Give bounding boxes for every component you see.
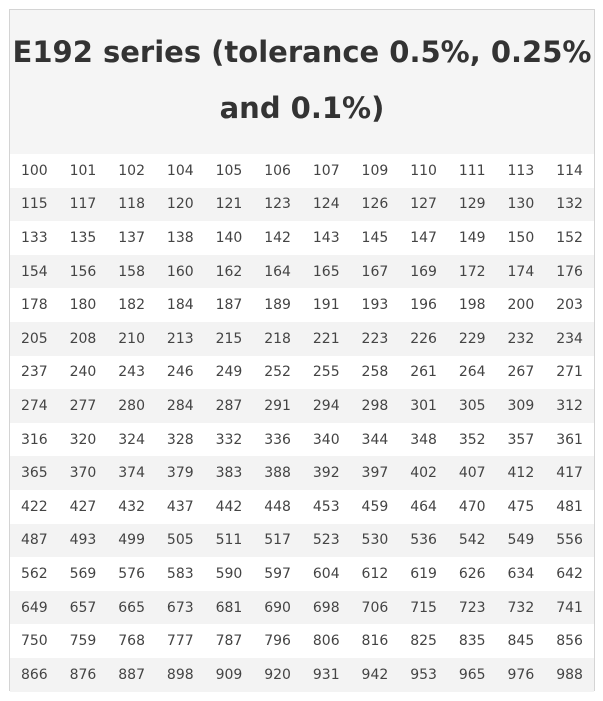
table-cell: 576 bbox=[107, 557, 156, 591]
table-row bbox=[10, 490, 594, 524]
table-cell: 517 bbox=[253, 524, 302, 558]
table-cell: 145 bbox=[351, 221, 400, 255]
table-row bbox=[10, 154, 594, 188]
table-cell: 487 bbox=[10, 524, 59, 558]
table-cell: 110 bbox=[399, 154, 448, 188]
table-row bbox=[10, 356, 594, 390]
table-cell: 556 bbox=[545, 524, 594, 558]
table-cell: 277 bbox=[59, 389, 108, 423]
table-cell: 109 bbox=[351, 154, 400, 188]
table-cell: 255 bbox=[302, 356, 351, 390]
table-cell: 280 bbox=[107, 389, 156, 423]
table-cell: 706 bbox=[351, 591, 400, 625]
table-cell: 210 bbox=[107, 322, 156, 356]
table-cell: 316 bbox=[10, 423, 59, 457]
table-cell: 690 bbox=[253, 591, 302, 625]
table-cell: 218 bbox=[253, 322, 302, 356]
table-cell: 298 bbox=[351, 389, 400, 423]
table-cell: 352 bbox=[448, 423, 497, 457]
table-cell: 427 bbox=[59, 490, 108, 524]
table-row bbox=[10, 288, 594, 322]
table-cell: 448 bbox=[253, 490, 302, 524]
table-cell: 120 bbox=[156, 188, 205, 222]
table-cell: 129 bbox=[448, 188, 497, 222]
table-cell: 437 bbox=[156, 490, 205, 524]
table-cell: 232 bbox=[497, 322, 546, 356]
table-cell: 388 bbox=[253, 456, 302, 490]
table-cell: 328 bbox=[156, 423, 205, 457]
table-cell: 470 bbox=[448, 490, 497, 524]
table-cell: 118 bbox=[107, 188, 156, 222]
table-cell: 182 bbox=[107, 288, 156, 322]
table-cell: 229 bbox=[448, 322, 497, 356]
table-cell: 305 bbox=[448, 389, 497, 423]
table-cell: 374 bbox=[107, 456, 156, 490]
table-row bbox=[10, 591, 594, 625]
table-cell: 332 bbox=[205, 423, 254, 457]
table-cell: 226 bbox=[399, 322, 448, 356]
table-cell: 156 bbox=[59, 255, 108, 289]
table-cell: 213 bbox=[156, 322, 205, 356]
table-cell: 634 bbox=[497, 557, 546, 591]
table-cell: 205 bbox=[10, 322, 59, 356]
table-cell: 715 bbox=[399, 591, 448, 625]
table-cell: 243 bbox=[107, 356, 156, 390]
table-cell: 344 bbox=[351, 423, 400, 457]
table-cell: 459 bbox=[351, 490, 400, 524]
values-table-body bbox=[10, 154, 594, 692]
table-cell: 953 bbox=[399, 658, 448, 692]
table-cell: 101 bbox=[59, 154, 108, 188]
table-cell: 481 bbox=[545, 490, 594, 524]
table-cell: 130 bbox=[497, 188, 546, 222]
table-cell: 135 bbox=[59, 221, 108, 255]
table-cell: 105 bbox=[205, 154, 254, 188]
table-cell: 412 bbox=[497, 456, 546, 490]
table-cell: 223 bbox=[351, 322, 400, 356]
table-cell: 432 bbox=[107, 490, 156, 524]
table-cell: 271 bbox=[545, 356, 594, 390]
table-cell: 361 bbox=[545, 423, 594, 457]
table-cell: 402 bbox=[399, 456, 448, 490]
table-cell: 825 bbox=[399, 624, 448, 658]
table-row bbox=[10, 557, 594, 591]
table-cell: 132 bbox=[545, 188, 594, 222]
table-cell: 294 bbox=[302, 389, 351, 423]
table-cell: 261 bbox=[399, 356, 448, 390]
table-cell: 184 bbox=[156, 288, 205, 322]
table-cell: 549 bbox=[497, 524, 546, 558]
table-row bbox=[10, 423, 594, 457]
table-cell: 309 bbox=[497, 389, 546, 423]
table-cell: 816 bbox=[351, 624, 400, 658]
table-cell: 379 bbox=[156, 456, 205, 490]
table-cell: 340 bbox=[302, 423, 351, 457]
table-cell: 499 bbox=[107, 524, 156, 558]
table-cell: 723 bbox=[448, 591, 497, 625]
table-cell: 106 bbox=[253, 154, 302, 188]
table-cell: 392 bbox=[302, 456, 351, 490]
table-cell: 162 bbox=[205, 255, 254, 289]
table-cell: 176 bbox=[545, 255, 594, 289]
table-cell: 583 bbox=[156, 557, 205, 591]
table-cell: 158 bbox=[107, 255, 156, 289]
table-cell: 284 bbox=[156, 389, 205, 423]
table-cell: 287 bbox=[205, 389, 254, 423]
table-row bbox=[10, 389, 594, 423]
table-cell: 172 bbox=[448, 255, 497, 289]
table-cell: 117 bbox=[59, 188, 108, 222]
table-cell: 215 bbox=[205, 322, 254, 356]
table-cell: 324 bbox=[107, 423, 156, 457]
table-cell: 806 bbox=[302, 624, 351, 658]
table-cell: 100 bbox=[10, 154, 59, 188]
table-cell: 988 bbox=[545, 658, 594, 692]
table-cell: 111 bbox=[448, 154, 497, 188]
table-cell: 464 bbox=[399, 490, 448, 524]
table-cell: 407 bbox=[448, 456, 497, 490]
table-row bbox=[10, 255, 594, 289]
table-cell: 562 bbox=[10, 557, 59, 591]
table-cell: 264 bbox=[448, 356, 497, 390]
table-cell: 258 bbox=[351, 356, 400, 390]
table-cell: 845 bbox=[497, 624, 546, 658]
table-cell: 252 bbox=[253, 356, 302, 390]
table-cell: 137 bbox=[107, 221, 156, 255]
table-row bbox=[10, 624, 594, 658]
table-row bbox=[10, 322, 594, 356]
table-cell: 417 bbox=[545, 456, 594, 490]
table-cell: 787 bbox=[205, 624, 254, 658]
values-table bbox=[10, 154, 594, 692]
table-cell: 657 bbox=[59, 591, 108, 625]
table-cell: 142 bbox=[253, 221, 302, 255]
table-cell: 505 bbox=[156, 524, 205, 558]
table-cell: 835 bbox=[448, 624, 497, 658]
table-cell: 187 bbox=[205, 288, 254, 322]
table-cell: 200 bbox=[497, 288, 546, 322]
table-cell: 174 bbox=[497, 255, 546, 289]
table-cell: 167 bbox=[351, 255, 400, 289]
page-title: E192 series (tolerance 0.5%, 0.25% and 0.1%) bbox=[12, 35, 592, 125]
table-cell: 741 bbox=[545, 591, 594, 625]
table-cell: 312 bbox=[545, 389, 594, 423]
table-cell: 196 bbox=[399, 288, 448, 322]
table-cell: 320 bbox=[59, 423, 108, 457]
table-cell: 154 bbox=[10, 255, 59, 289]
table-cell: 442 bbox=[205, 490, 254, 524]
table-cell: 123 bbox=[253, 188, 302, 222]
table-cell: 597 bbox=[253, 557, 302, 591]
table-cell: 203 bbox=[545, 288, 594, 322]
table-cell: 301 bbox=[399, 389, 448, 423]
table-cell: 138 bbox=[156, 221, 205, 255]
table-cell: 626 bbox=[448, 557, 497, 591]
table-cell: 165 bbox=[302, 255, 351, 289]
table-cell: 133 bbox=[10, 221, 59, 255]
table-cell: 569 bbox=[59, 557, 108, 591]
table-cell: 909 bbox=[205, 658, 254, 692]
table-cell: 493 bbox=[59, 524, 108, 558]
table-cell: 127 bbox=[399, 188, 448, 222]
table-cell: 348 bbox=[399, 423, 448, 457]
table-cell: 164 bbox=[253, 255, 302, 289]
table-cell: 113 bbox=[497, 154, 546, 188]
table-cell: 523 bbox=[302, 524, 351, 558]
table-cell: 536 bbox=[399, 524, 448, 558]
table-cell: 768 bbox=[107, 624, 156, 658]
table-cell: 370 bbox=[59, 456, 108, 490]
table-cell: 876 bbox=[59, 658, 108, 692]
table-cell: 604 bbox=[302, 557, 351, 591]
table-cell: 357 bbox=[497, 423, 546, 457]
table-cell: 942 bbox=[351, 658, 400, 692]
table-cell: 453 bbox=[302, 490, 351, 524]
table-cell: 542 bbox=[448, 524, 497, 558]
table-row bbox=[10, 188, 594, 222]
table-cell: 208 bbox=[59, 322, 108, 356]
table-cell: 180 bbox=[59, 288, 108, 322]
table-cell: 475 bbox=[497, 490, 546, 524]
e192-series-panel bbox=[9, 9, 595, 691]
table-cell: 681 bbox=[205, 591, 254, 625]
table-cell: 365 bbox=[10, 456, 59, 490]
table-cell: 150 bbox=[497, 221, 546, 255]
table-cell: 198 bbox=[448, 288, 497, 322]
table-cell: 397 bbox=[351, 456, 400, 490]
table-row bbox=[10, 658, 594, 692]
table-row bbox=[10, 221, 594, 255]
table-cell: 866 bbox=[10, 658, 59, 692]
table-cell: 920 bbox=[253, 658, 302, 692]
table-cell: 612 bbox=[351, 557, 400, 591]
table-row bbox=[10, 456, 594, 490]
table-cell: 104 bbox=[156, 154, 205, 188]
table-cell: 931 bbox=[302, 658, 351, 692]
table-cell: 102 bbox=[107, 154, 156, 188]
table-cell: 777 bbox=[156, 624, 205, 658]
table-cell: 856 bbox=[545, 624, 594, 658]
table-cell: 530 bbox=[351, 524, 400, 558]
table-cell: 240 bbox=[59, 356, 108, 390]
table-cell: 126 bbox=[351, 188, 400, 222]
table-cell: 178 bbox=[10, 288, 59, 322]
table-cell: 732 bbox=[497, 591, 546, 625]
table-cell: 147 bbox=[399, 221, 448, 255]
table-cell: 898 bbox=[156, 658, 205, 692]
table-cell: 143 bbox=[302, 221, 351, 255]
table-cell: 291 bbox=[253, 389, 302, 423]
table-cell: 796 bbox=[253, 624, 302, 658]
table-cell: 237 bbox=[10, 356, 59, 390]
table-cell: 191 bbox=[302, 288, 351, 322]
table-cell: 160 bbox=[156, 255, 205, 289]
table-cell: 750 bbox=[10, 624, 59, 658]
table-cell: 149 bbox=[448, 221, 497, 255]
table-cell: 107 bbox=[302, 154, 351, 188]
table-row bbox=[10, 524, 594, 558]
table-cell: 114 bbox=[545, 154, 594, 188]
table-cell: 383 bbox=[205, 456, 254, 490]
table-cell: 169 bbox=[399, 255, 448, 289]
table-cell: 649 bbox=[10, 591, 59, 625]
table-cell: 115 bbox=[10, 188, 59, 222]
table-cell: 965 bbox=[448, 658, 497, 692]
table-cell: 422 bbox=[10, 490, 59, 524]
table-cell: 267 bbox=[497, 356, 546, 390]
table-cell: 193 bbox=[351, 288, 400, 322]
table-cell: 698 bbox=[302, 591, 351, 625]
table-cell: 246 bbox=[156, 356, 205, 390]
table-cell: 665 bbox=[107, 591, 156, 625]
table-cell: 140 bbox=[205, 221, 254, 255]
table-cell: 189 bbox=[253, 288, 302, 322]
table-cell: 759 bbox=[59, 624, 108, 658]
table-cell: 619 bbox=[399, 557, 448, 591]
table-cell: 249 bbox=[205, 356, 254, 390]
table-cell: 124 bbox=[302, 188, 351, 222]
table-cell: 511 bbox=[205, 524, 254, 558]
table-cell: 221 bbox=[302, 322, 351, 356]
table-cell: 590 bbox=[205, 557, 254, 591]
table-cell: 152 bbox=[545, 221, 594, 255]
table-cell: 234 bbox=[545, 322, 594, 356]
table-cell: 976 bbox=[497, 658, 546, 692]
table-cell: 336 bbox=[253, 423, 302, 457]
table-cell: 673 bbox=[156, 591, 205, 625]
table-cell: 274 bbox=[10, 389, 59, 423]
table-cell: 887 bbox=[107, 658, 156, 692]
table-cell: 642 bbox=[545, 557, 594, 591]
table-cell: 121 bbox=[205, 188, 254, 222]
